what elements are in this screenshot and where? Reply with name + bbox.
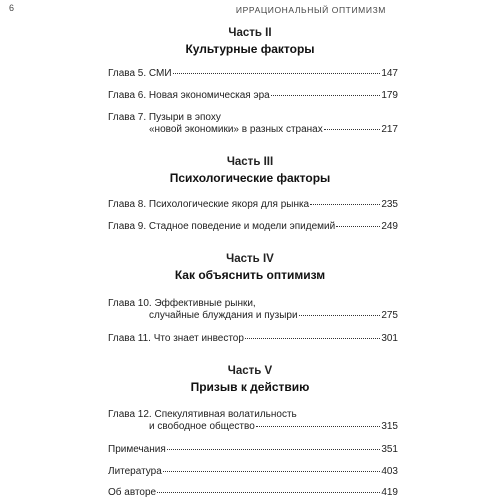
dot-leader [310, 204, 380, 205]
dot-leader [271, 95, 381, 96]
toc-page-number: 403 [381, 466, 398, 477]
toc-entry-title: Примечания [108, 444, 166, 455]
toc-page-number: 419 [381, 487, 398, 498]
toc-entry-title-continued: и свободное общество [149, 421, 255, 432]
dot-leader [256, 426, 381, 427]
toc-entry[interactable] [108, 112, 398, 136]
toc-entry[interactable] [108, 487, 398, 499]
page-number: 6 [9, 3, 15, 13]
part-title: Призыв к действию [190, 380, 310, 394]
toc-page-number: 301 [381, 333, 398, 344]
toc-entry-title: Глава 8. Психологические якоря для рынка [108, 199, 310, 210]
toc-page-number: 147 [381, 68, 398, 79]
toc-entry-title: Глава 9. Стадное поведение и модели эпидемий [108, 221, 336, 232]
dot-leader [163, 471, 381, 472]
toc-entry[interactable] [108, 90, 398, 102]
part-title: Культурные факторы [185, 42, 315, 56]
dot-leader [324, 129, 381, 130]
toc-entry[interactable] [108, 444, 398, 456]
toc-entry-title: Об авторе [108, 487, 157, 498]
part-label: Часть II [228, 27, 272, 39]
part-label: Часть III [226, 156, 274, 168]
toc-entry-title: Глава 5. СМИ [108, 68, 172, 79]
part-label: Часть V [227, 365, 273, 377]
toc-entry-title: Литература [108, 466, 162, 477]
toc-page-number: 249 [381, 221, 398, 232]
toc-page-number: 315 [381, 421, 398, 432]
dot-leader [299, 315, 381, 316]
toc-page-number: 217 [381, 124, 398, 135]
toc-entry[interactable] [108, 409, 398, 433]
toc-entry[interactable] [108, 333, 398, 345]
toc-page-number: 179 [381, 90, 398, 101]
toc-page-number: 235 [381, 199, 398, 210]
part-label: Часть IV [226, 253, 274, 265]
toc-entry-title: Глава 7. Пузыри в эпоху [108, 112, 221, 123]
dot-leader [245, 338, 380, 339]
toc-entry-title: Глава 11. Что знает инвестор [108, 333, 244, 344]
toc-entry[interactable] [108, 298, 398, 322]
part-title: Как объяснить оптимизм [174, 268, 326, 282]
toc-entry-title-continued: случайные блуждания и пузыри [149, 310, 298, 321]
dot-leader [157, 492, 380, 493]
dot-leader [336, 226, 380, 227]
toc-entry-title: Глава 10. Эффективные рынки, [108, 298, 256, 309]
toc-page-number: 275 [381, 310, 398, 321]
toc-entry-title: Глава 12. Спекулятивная волатильность [108, 409, 297, 420]
toc-entry[interactable] [108, 68, 398, 80]
toc-entry[interactable] [108, 199, 398, 211]
toc-page-number: 351 [381, 444, 398, 455]
toc-entry[interactable] [108, 221, 398, 233]
running-head: ИРРАЦИОНАЛЬНЫЙ ОПТИМИЗМ [235, 5, 386, 15]
part-title: Психологические факторы [169, 171, 331, 185]
toc-entry[interactable] [108, 466, 398, 478]
dot-leader [167, 449, 381, 450]
dot-leader [173, 73, 381, 74]
toc-entry-title: Глава 6. Новая экономическая эра [108, 90, 270, 101]
toc-entry-title-continued: «новой экономики» в разных странах [149, 124, 323, 135]
